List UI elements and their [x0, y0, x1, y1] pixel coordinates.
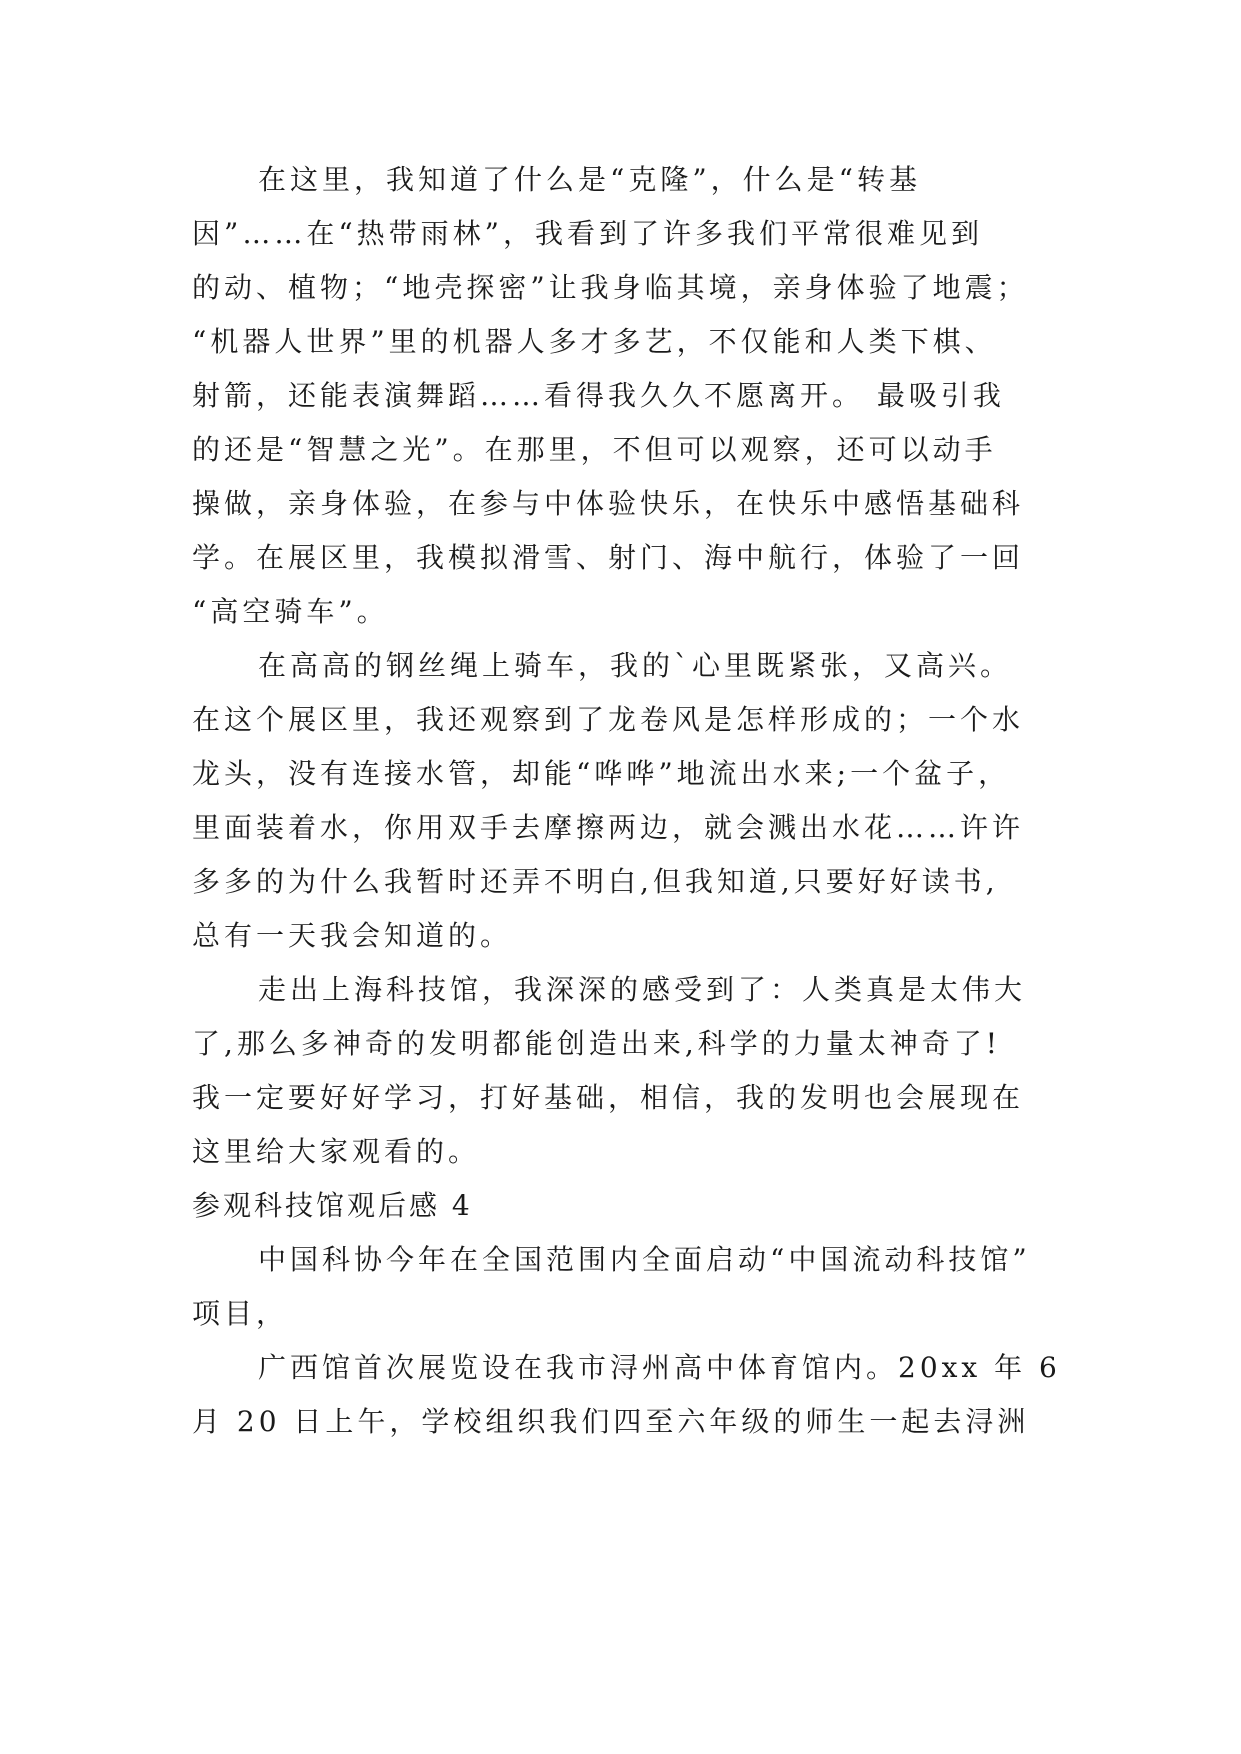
paragraph-line: “高空骑车”。: [192, 595, 389, 628]
paragraph-line: 因”……在“热带雨林”，我看到了许多我们平常很难见到: [192, 217, 983, 250]
paragraph-line: 总有一天我会知道的。: [192, 919, 513, 952]
paragraph-line: 中国科协今年在全国范围内全面启动“中国流动科技馆”: [258, 1243, 1031, 1276]
paragraph-line: 里面装着水，你用双手去摩擦两边，就会溅出水花……许许: [192, 811, 1025, 844]
paragraph-line: 的动、植物；“地壳探密”让我身临其境，亲身体验了地震；: [192, 271, 1029, 304]
paragraph-line: 了,那么多神奇的发明都能创造出来,科学的力量太神奇了!: [192, 1027, 1002, 1060]
paragraph-line: 龙头，没有连接水管，却能“哗哗”地流出水来;一个盆子，: [192, 757, 1011, 790]
paragraph-line: 在这里，我知道了什么是“克隆”，什么是“转基: [258, 163, 921, 196]
paragraph-line: 在这个展区里，我还观察到了龙卷风是怎样形成的；一个水: [192, 703, 1025, 736]
paragraph-line: 月 20 日上午，学校组织我们四至六年级的师生一起去浔洲: [192, 1405, 1030, 1438]
paragraph-line: 这里给大家观看的。: [192, 1135, 481, 1168]
paragraph-line: “机器人世界”里的机器人多才多艺，不仅能和人类下棋、: [192, 325, 997, 358]
paragraph-line: 操做，亲身体验，在参与中体验快乐，在快乐中感悟基础科: [192, 487, 1025, 520]
paragraph-line: 走出上海科技馆，我深深的感受到了：人类真是太伟大: [258, 973, 1027, 1006]
paragraph-line: 在高高的钢丝绳上骑车，我的`心里既紧张，又高兴。: [258, 649, 1013, 682]
section-heading: 参观科技馆观后感 4: [192, 1189, 473, 1222]
paragraph-line: 多多的为什么我暂时还弄不明白,但我知道,只要好好读书,: [192, 865, 999, 898]
paragraph-line: 的还是“智慧之光”。在那里，不但可以观察，还可以动手: [192, 433, 997, 466]
paragraph-line: 广西馆首次展览设在我市浔州高中体育馆内。20xx 年 6: [258, 1351, 1061, 1384]
paragraph-line: 我一定要好好学习，打好基础，相信，我的发明也会展现在: [192, 1081, 1025, 1114]
paragraph-line: 项目，: [192, 1297, 289, 1330]
paragraph-line: 学。在展区里，我模拟滑雪、射门、海中航行，体验了一回: [192, 541, 1025, 574]
paragraph-line: 射箭，还能表演舞蹈……看得我久久不愿离开。 最吸引我: [192, 379, 1005, 412]
